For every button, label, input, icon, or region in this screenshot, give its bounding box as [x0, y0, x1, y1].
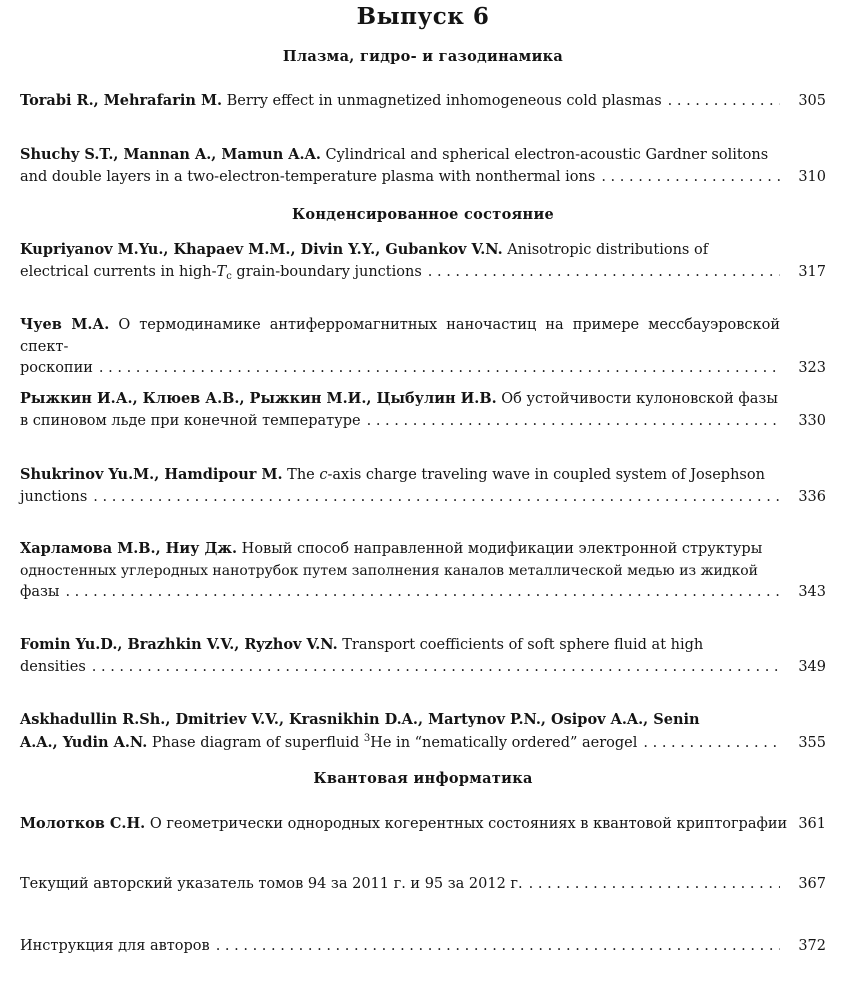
- entry-title-cont: and double layers in a two-electron-temperature plasma with nonthermal ions: [20, 168, 596, 185]
- entry-page: 323: [798, 360, 826, 376]
- leader-dots: [668, 91, 780, 113]
- entry-title: Новый способ направленной модификации электронной структуры: [241, 541, 763, 557]
- entry-title-cont: electrical currents in high-$T_c$ grain-boundary junctions: [20, 263, 422, 282]
- entry-authors: Shukrinov Yu.M., Hamdipour M.: [20, 466, 283, 483]
- toc-entry[interactable]: [20, 709, 826, 754]
- toc-entry[interactable]: [20, 464, 826, 508]
- entry-title: Cylindrical and spherical electron-acoustic Gardner solitons: [325, 147, 769, 163]
- entry-authors: Молотков С.Н.: [20, 815, 146, 832]
- section-title-quantum: Квантовая информатика: [313, 770, 533, 787]
- entry-authors: Чуев М.А.: [20, 316, 110, 333]
- entry-title-cont: densities: [20, 658, 86, 675]
- entry-page: 305: [798, 93, 826, 109]
- section-title-condensed: Конденсированное состояние: [291, 206, 555, 223]
- entry-title: Phase diagram of superfluid $^3$He in “nematically ordered” aerogel: [151, 732, 638, 751]
- entry-title: Об устойчивости кулоновской фазы: [501, 391, 778, 407]
- leader-dots: [93, 487, 780, 509]
- leader-dots: [367, 411, 780, 433]
- leader-dots: [216, 936, 780, 958]
- entry-page: 372: [798, 938, 826, 954]
- entry-title-cont: одностенных углеродных нанотрубок путем заполнения каналов металлической медью из жидкой: [20, 562, 758, 579]
- leader-dots: [643, 733, 780, 755]
- leader-dots: [92, 657, 780, 679]
- entry-page: 349: [798, 658, 826, 675]
- toc-entry[interactable]: [20, 314, 826, 380]
- toc-entry[interactable]: [20, 634, 826, 678]
- entry-title: Инструкция для авторов: [20, 938, 210, 954]
- entry-title: О термодинамике антиферромагнитных наночастиц на примере мессбауэровской спект-: [20, 317, 781, 355]
- entry-title-cont: junctions: [20, 488, 88, 505]
- entry-page: 355: [798, 734, 826, 751]
- toc-entry[interactable]: [20, 874, 826, 896]
- entry-page: 361: [798, 816, 826, 832]
- toc-entry[interactable]: [20, 936, 826, 958]
- entry-title-cont: фазы: [20, 584, 60, 600]
- entry-authors: Kupriyanov M.Yu., Khapaev M.M., Divin Y.Y., Gubankov V.N.: [20, 241, 503, 258]
- leader-dots: [99, 358, 780, 380]
- entry-authors: Torabi R., Mehrafarin M.: [20, 92, 223, 109]
- entry-title-cont: роскопии: [20, 360, 93, 376]
- toc-entry[interactable]: [20, 813, 826, 836]
- entry-page: 330: [798, 412, 826, 429]
- toc-entry[interactable]: [20, 90, 826, 113]
- entry-title: Текущий авторский указатель томов 94 за 2011 г. и 95 за 2012 г.: [20, 876, 523, 892]
- entry-authors: Харламова М.В., Ниу Дж.: [20, 540, 238, 557]
- entry-authors-cont: A.A., Yudin A.N.: [20, 733, 148, 751]
- issue-title: Выпуск 6: [356, 3, 490, 30]
- leader-dots: [428, 262, 780, 284]
- leader-dots: [65, 582, 780, 604]
- entry-title: Berry effect in unmagnetized inhomogeneous cold plasmas: [226, 93, 662, 109]
- entry-page: 336: [798, 488, 826, 505]
- entry-page: 367: [798, 876, 826, 892]
- entry-authors: Askhadullin R.Sh., Dmitriev V.V., Krasnikhin D.A., Martynov P.N., Osipov A.A., Senin: [20, 711, 700, 728]
- entry-title: Transport coefficients of soft sphere fluid at high: [342, 637, 704, 653]
- entry-page: 317: [798, 263, 826, 280]
- entry-title: The c-axis charge traveling wave in coupled system of Josephson: [287, 467, 765, 483]
- entry-authors: Рыжкин И.А., Клюев А.В., Рыжкин М.И., Цыбулин И.В.: [20, 390, 497, 407]
- toc-entry[interactable]: [20, 239, 826, 283]
- leader-dots: [529, 874, 780, 896]
- entry-authors: Fomin Yu.D., Brazhkin V.V., Ryzhov V.N.: [20, 636, 338, 653]
- entry-title: Anisotropic distributions of: [507, 242, 709, 258]
- toc-entry[interactable]: [20, 144, 826, 188]
- section-title-plasma: Плазма, гидро- и газодинамика: [282, 48, 564, 65]
- entry-title: О геометрически однородных когерентных состояниях в квантовой криптографии: [149, 816, 788, 832]
- toc-entry[interactable]: [20, 538, 826, 604]
- entry-page: 310: [798, 168, 826, 185]
- entry-title-cont: в спиновом льде при конечной температуре: [20, 412, 361, 429]
- toc-entry[interactable]: [20, 388, 826, 432]
- leader-dots: [601, 167, 780, 189]
- entry-page: 343: [798, 584, 826, 600]
- entry-authors: Shuchy S.T., Mannan A., Mamun A.A.: [20, 146, 321, 163]
